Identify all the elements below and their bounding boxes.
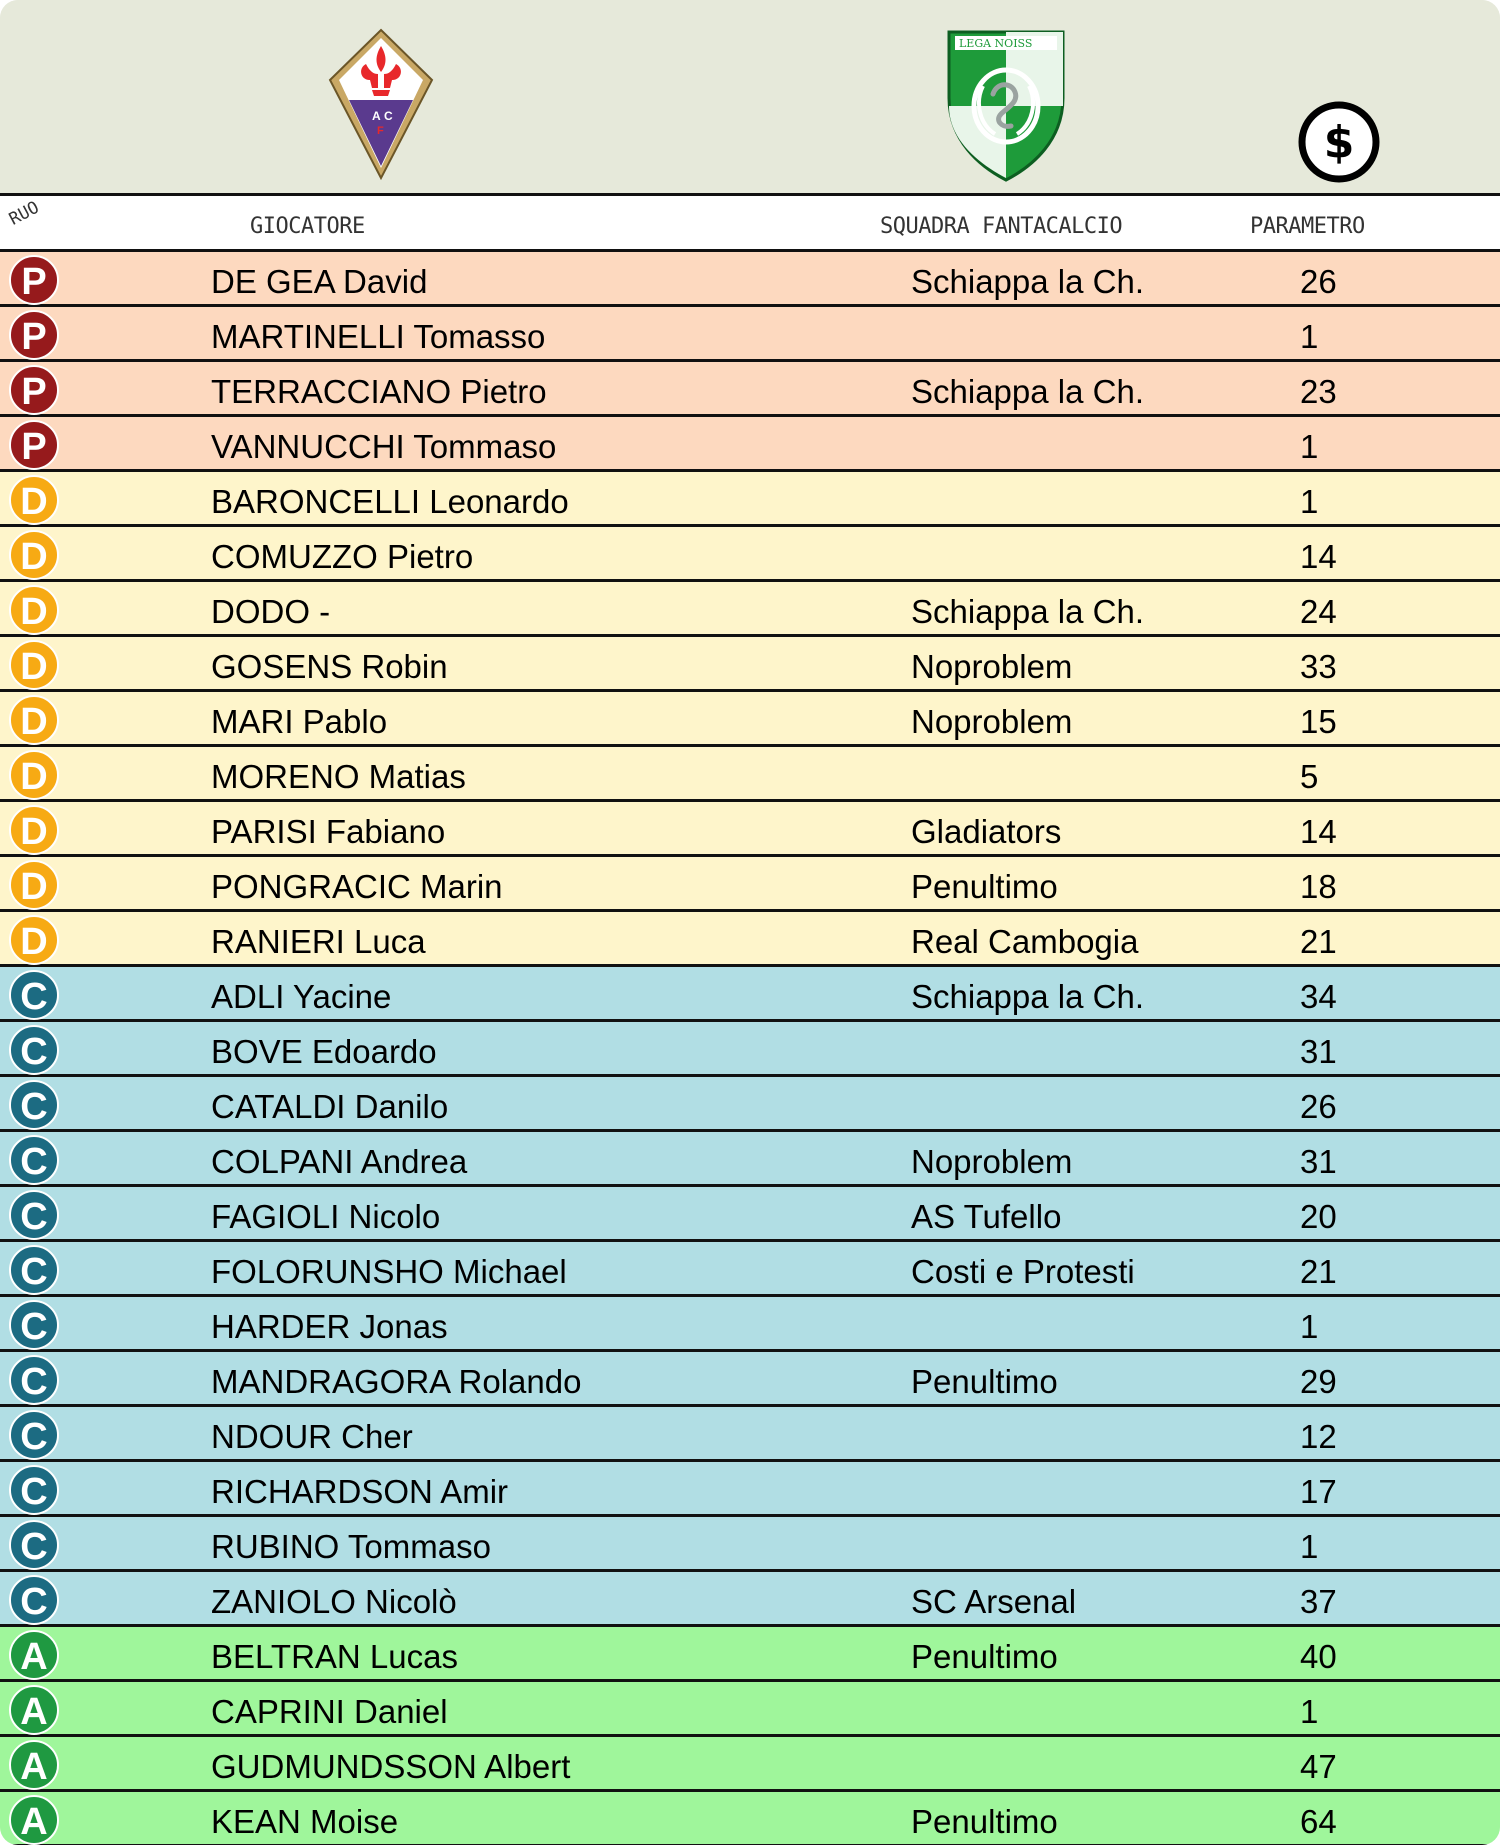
table-row[interactable]: [0, 1352, 1500, 1407]
parameter-value: 26: [1300, 263, 1337, 300]
header-parametro[interactable]: PARAMETRO: [1250, 214, 1365, 239]
role-badge: D: [9, 805, 59, 855]
fantasy-team: Penultimo: [911, 868, 1058, 905]
table-row[interactable]: [0, 252, 1500, 307]
role-badge: C: [9, 1410, 59, 1460]
fantasy-team: Schiappa la Ch.: [911, 978, 1144, 1015]
table-row[interactable]: [0, 1462, 1500, 1517]
parameter-value: 12: [1300, 1418, 1337, 1455]
parameter-value: 14: [1300, 813, 1337, 850]
parameter-value: 15: [1300, 703, 1337, 740]
header-ruolo[interactable]: RUO: [6, 197, 43, 230]
role-badge: C: [9, 1520, 59, 1570]
table-row[interactable]: [0, 582, 1500, 637]
table-row[interactable]: [0, 912, 1500, 967]
table-row[interactable]: [0, 472, 1500, 527]
logo-header: [0, 0, 1500, 196]
parameter-value: 64: [1300, 1803, 1337, 1840]
parameter-value: 14: [1300, 538, 1337, 575]
table-row[interactable]: [0, 802, 1500, 857]
table-row[interactable]: [0, 692, 1500, 747]
parameter-value: 26: [1300, 1088, 1337, 1125]
table-row[interactable]: [0, 527, 1500, 582]
player-name: PARISI Fabiano: [211, 813, 446, 850]
role-badge: D: [9, 585, 59, 635]
table-row[interactable]: [0, 637, 1500, 692]
parameter-value: 31: [1300, 1033, 1337, 1070]
player-name: DE GEA David: [211, 263, 428, 300]
player-name: RICHARDSON Amir: [211, 1473, 509, 1510]
table-row[interactable]: [0, 1737, 1500, 1792]
parameter-value: 21: [1300, 923, 1337, 960]
club-letter-c: C: [384, 109, 393, 123]
role-badge: A: [9, 1740, 59, 1790]
role-badge: D: [9, 750, 59, 800]
parameter-value: 5: [1300, 758, 1319, 795]
table-row[interactable]: [0, 1242, 1500, 1297]
player-name: ADLI Yacine: [211, 978, 392, 1015]
parameter-value: 33: [1300, 648, 1337, 685]
table-row[interactable]: [0, 1187, 1500, 1242]
role-badge: D: [9, 475, 59, 525]
parameter-value: 1: [1300, 1308, 1319, 1345]
header-giocatore[interactable]: GIOCATORE: [250, 214, 365, 239]
role-badge: C: [9, 1080, 59, 1130]
player-name: GUDMUNDSSON Albert: [211, 1748, 571, 1785]
player-name: COMUZZO Pietro: [211, 538, 474, 575]
fantasy-team: AS Tufello: [911, 1198, 1062, 1235]
role-badge: C: [9, 1025, 59, 1075]
role-badge: C: [9, 1300, 59, 1350]
league-text: LEGA NOISS: [959, 37, 1033, 50]
role-badge: D: [9, 695, 59, 745]
dollar-icon: [1297, 100, 1381, 184]
role-badge: P: [9, 365, 59, 415]
player-name: MARTINELLI Tomasso: [211, 318, 546, 355]
table-row[interactable]: [0, 1297, 1500, 1352]
parameter-value: 17: [1300, 1473, 1337, 1510]
player-name: COLPANI Andrea: [211, 1143, 468, 1180]
player-name: ZANIOLO Nicolò: [211, 1583, 457, 1620]
player-name: RUBINO Tommaso: [211, 1528, 491, 1565]
parameter-value: 21: [1300, 1253, 1337, 1290]
role-badge: A: [9, 1795, 59, 1845]
player-name: NDOUR Cher: [211, 1418, 413, 1455]
parameter-value: 37: [1300, 1583, 1337, 1620]
role-badge: C: [9, 1245, 59, 1295]
parameter-value: 29: [1300, 1363, 1337, 1400]
fantasy-team: Gladiators: [911, 813, 1062, 850]
table-row[interactable]: [0, 417, 1500, 472]
role-badge: D: [9, 915, 59, 965]
parameter-value: 18: [1300, 868, 1337, 905]
parameter-value: 20: [1300, 1198, 1337, 1235]
parameter-value: 24: [1300, 593, 1337, 630]
role-badge: C: [9, 1355, 59, 1405]
parameter-value: 1: [1300, 318, 1319, 355]
fantasy-team: Penultimo: [911, 1363, 1058, 1400]
table-row[interactable]: [0, 1627, 1500, 1682]
role-badge: C: [9, 1465, 59, 1515]
role-badge: C: [9, 1190, 59, 1240]
table-row[interactable]: [0, 1682, 1500, 1737]
role-badge: P: [9, 255, 59, 305]
club-letter-f: F: [377, 125, 384, 137]
role-badge: P: [9, 310, 59, 360]
role-badge: A: [9, 1685, 59, 1735]
svg-text:$: $: [1323, 117, 1355, 168]
parameter-value: 1: [1300, 1528, 1319, 1565]
parameter-value: 1: [1300, 483, 1319, 520]
player-name: FOLORUNSHO Michael: [211, 1253, 567, 1290]
role-badge: P: [9, 420, 59, 470]
parameter-value: 1: [1300, 428, 1319, 465]
table-row[interactable]: [0, 1077, 1500, 1132]
table-row[interactable]: [0, 1022, 1500, 1077]
player-name: DODO -: [211, 593, 331, 630]
player-name: FAGIOLI Nicolo: [211, 1198, 441, 1235]
role-badge: C: [9, 1135, 59, 1185]
fantasy-team: Costi e Protesti: [911, 1253, 1135, 1290]
player-table: [0, 252, 1500, 1845]
header-squadra[interactable]: SQUADRA FANTACALCIO: [880, 214, 1123, 239]
table-row[interactable]: [0, 967, 1500, 1022]
table-row[interactable]: [0, 1572, 1500, 1627]
player-name: KEAN Moise: [211, 1803, 399, 1840]
table-row[interactable]: [0, 1132, 1500, 1187]
role-badge: D: [9, 860, 59, 910]
role-badge: C: [9, 1575, 59, 1625]
player-name: MANDRAGORA Rolando: [211, 1363, 582, 1400]
club-letter-a: A: [372, 109, 381, 123]
parameter-value: 23: [1300, 373, 1337, 410]
player-name: BOVE Edoardo: [211, 1033, 437, 1070]
table-row[interactable]: [0, 1792, 1500, 1845]
role-badge: C: [9, 970, 59, 1020]
parameter-value: 31: [1300, 1143, 1337, 1180]
fantasy-team: Noproblem: [911, 648, 1073, 685]
table-row[interactable]: [0, 307, 1500, 362]
player-name: MORENO Matias: [211, 758, 466, 795]
table-row[interactable]: [0, 747, 1500, 802]
fantasy-team: Real Cambogia: [911, 923, 1139, 960]
player-name: GOSENS Robin: [211, 648, 448, 685]
fiorentina-logo: [328, 28, 434, 180]
parameter-value: 40: [1300, 1638, 1337, 1675]
fantasy-team: SC Arsenal: [911, 1583, 1077, 1620]
table-row[interactable]: [0, 362, 1500, 417]
player-name: BARONCELLI Leonardo: [211, 483, 569, 520]
parameter-value: 34: [1300, 978, 1337, 1015]
player-name: MARI Pablo: [211, 703, 388, 740]
fantasy-team: Schiappa la Ch.: [911, 263, 1144, 300]
fantasy-team: Schiappa la Ch.: [911, 593, 1144, 630]
player-name: TERRACCIANO Pietro: [211, 373, 547, 410]
fantasy-team: Noproblem: [911, 1143, 1073, 1180]
player-name: BELTRAN Lucas: [211, 1638, 458, 1675]
role-badge: A: [9, 1630, 59, 1680]
table-row[interactable]: [0, 1517, 1500, 1572]
fantasy-team: Noproblem: [911, 703, 1073, 740]
player-name: CAPRINI Daniel: [211, 1693, 448, 1730]
parameter-value: 47: [1300, 1748, 1337, 1785]
fantasy-team: Schiappa la Ch.: [911, 373, 1144, 410]
player-name: HARDER Jonas: [211, 1308, 448, 1345]
column-header-row: [0, 196, 1500, 252]
table-row[interactable]: [0, 857, 1500, 912]
table-row[interactable]: [0, 1407, 1500, 1462]
player-name: CATALDI Danilo: [211, 1088, 449, 1125]
fantasy-team: Penultimo: [911, 1638, 1058, 1675]
fantasy-team: Penultimo: [911, 1803, 1058, 1840]
role-badge: D: [9, 530, 59, 580]
role-badge: D: [9, 640, 59, 690]
parameter-value: 1: [1300, 1693, 1319, 1730]
player-name: RANIERI Luca: [211, 923, 426, 960]
league-shield-logo: [945, 28, 1067, 183]
player-name: PONGRACIC Marin: [211, 868, 503, 905]
player-name: VANNUCCHI Tommaso: [211, 428, 557, 465]
